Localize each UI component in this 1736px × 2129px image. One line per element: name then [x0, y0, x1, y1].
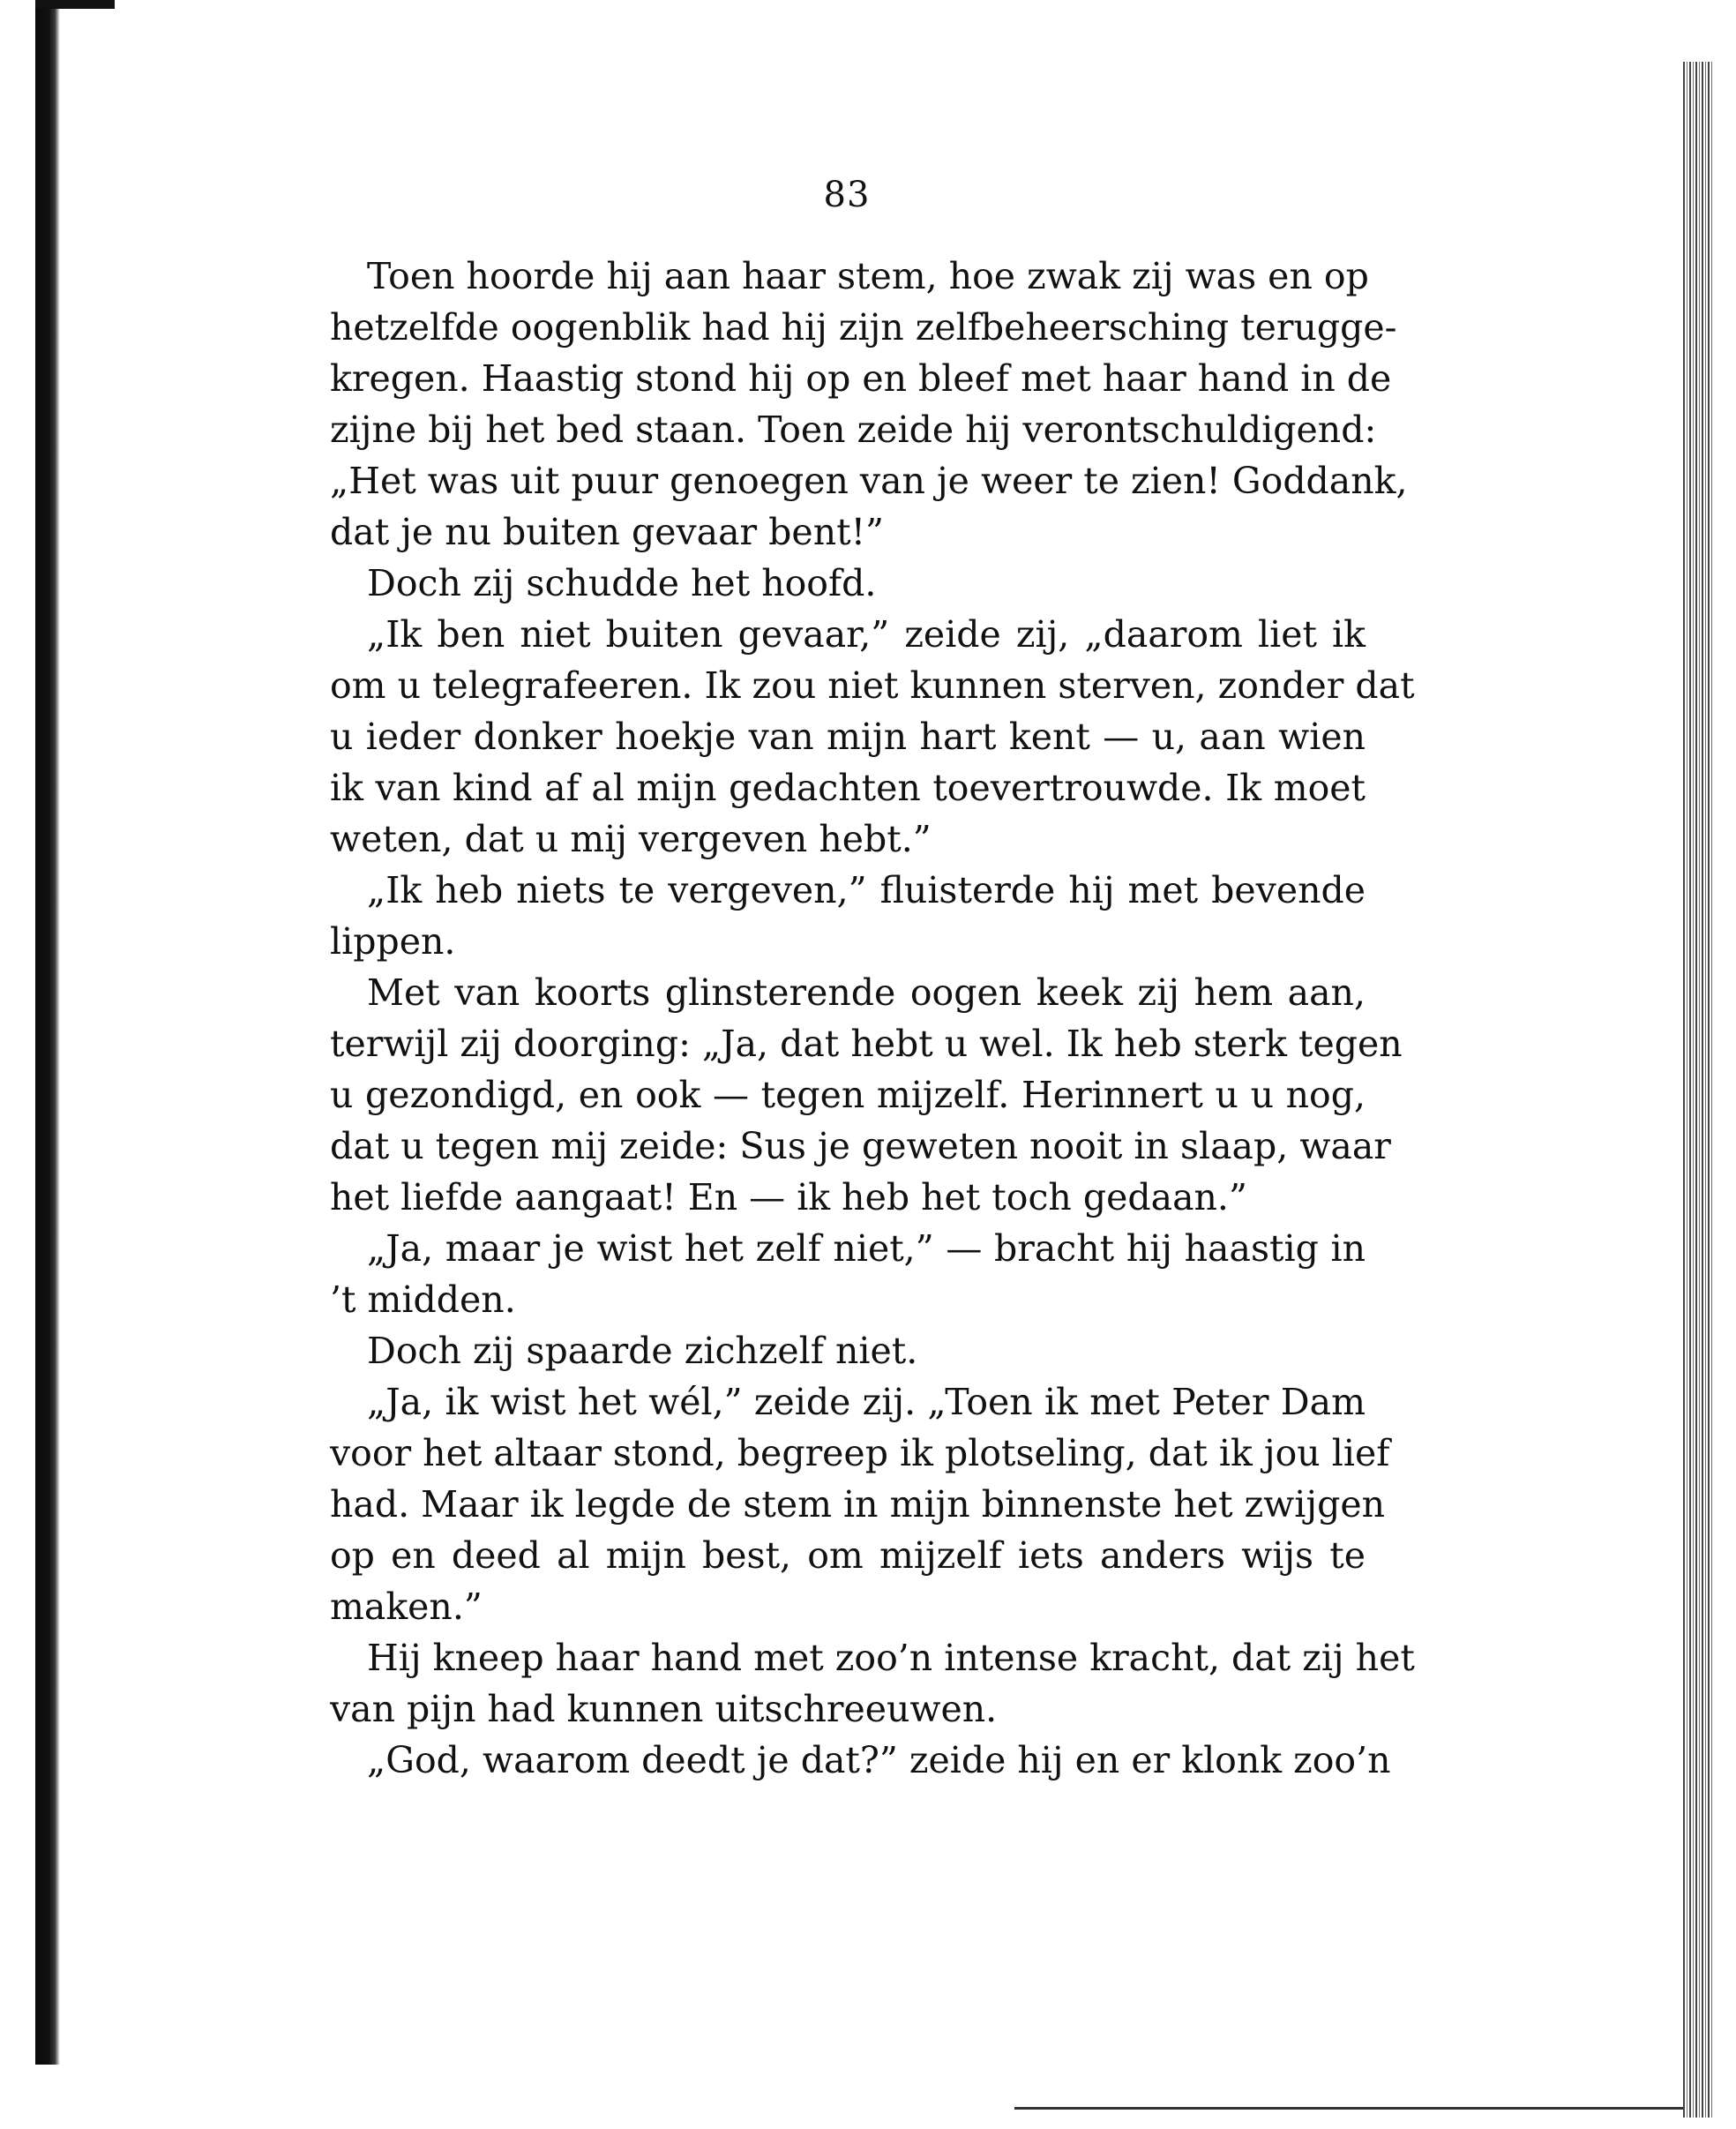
text-line: Toen hoorde hij aan haar stem, hoe zwak zij was en op — [367, 255, 1369, 297]
text-line: hetzelfde oogenblik had hij zijn zelfbeheersching terugge- — [330, 306, 1397, 349]
text-line: „Ja, ik wist het wél,” zeide zij. „Toen ik met Peter Dam — [367, 1381, 1366, 1423]
text-line: u ieder donker hoekje van mijn hart kent — u, aan wien — [330, 716, 1366, 758]
page-number: 83 — [823, 175, 871, 215]
text-line: dat u tegen mij zeide: Sus je geweten nooit in slaap, waar — [330, 1125, 1391, 1167]
text-line: „Het was uit puur genoegen van je weer te zien! Goddank, — [330, 460, 1408, 502]
text-line: ’t midden. — [330, 1278, 516, 1321]
text-line: „Ik heb niets te vergeven,” fluisterde hij met bevende — [367, 869, 1366, 911]
text-line: het liefde aangaat! En — ik heb het toch gedaan.” — [330, 1176, 1247, 1218]
text-line: om u telegrafeeren. Ik zou niet kunnen sterven, zonder dat — [330, 664, 1415, 707]
text-line: u gezondigd, en ook — tegen mijzelf. Herinnert u u nog, — [330, 1074, 1366, 1116]
text-line: zijne bij het bed staan. Toen zeide hij verontschuldigend: — [330, 409, 1377, 451]
body-text — [330, 251, 1415, 1786]
text-line: dat je nu buiten gevaar bent!” — [330, 511, 885, 553]
scan-edge-right — [1683, 62, 1713, 2118]
text-line: terwijl zij doorging: „Ja, dat hebt u wel. Ik heb sterk tegen — [330, 1023, 1403, 1065]
text-line: „God, waarom deedt je dat?” zeide hij en er klonk zoo’n — [367, 1739, 1391, 1781]
text-line: Doch zij schudde het hoofd. — [367, 562, 877, 604]
text-line: „Ja, maar je wist het zelf niet,” — bracht hij haastig in — [367, 1227, 1366, 1270]
text-line: Met van koorts glinsterende oogen keek zij hem aan, — [367, 971, 1366, 1014]
text-line: Doch zij spaarde zichzelf niet. — [367, 1330, 918, 1372]
text-line: Hij kneep haar hand met zoo’n intense kracht, dat zij het — [367, 1637, 1415, 1679]
scan-edge-left-top — [35, 0, 115, 9]
text-line: maken.” — [330, 1586, 483, 1628]
scan-edge-left — [35, 0, 60, 2065]
text-line: weten, dat u mij vergeven hebt.” — [330, 818, 932, 860]
text-line: lippen. — [330, 920, 456, 963]
text-line: had. Maar ik legde de stem in mijn binnenste het zwijgen — [330, 1483, 1386, 1526]
text-line: voor het altaar stond, begreep ik plotseling, dat ik jou lief — [330, 1432, 1390, 1474]
text-line: „Ik ben niet buiten gevaar,” zeide zij, „daarom liet ik — [367, 613, 1366, 656]
text-line: kregen. Haastig stond hij op en bleef met haar hand in de — [330, 357, 1392, 400]
text-line: ik van kind af al mijn gedachten toevertrouwde. Ik moet — [330, 767, 1366, 809]
text-line: op en deed al mijn best, om mijzelf iets anders wijs te — [330, 1534, 1366, 1577]
text-line: van pijn had kunnen uitschreeuwen. — [330, 1688, 998, 1730]
scan-edge-bottom — [1014, 2107, 1683, 2110]
